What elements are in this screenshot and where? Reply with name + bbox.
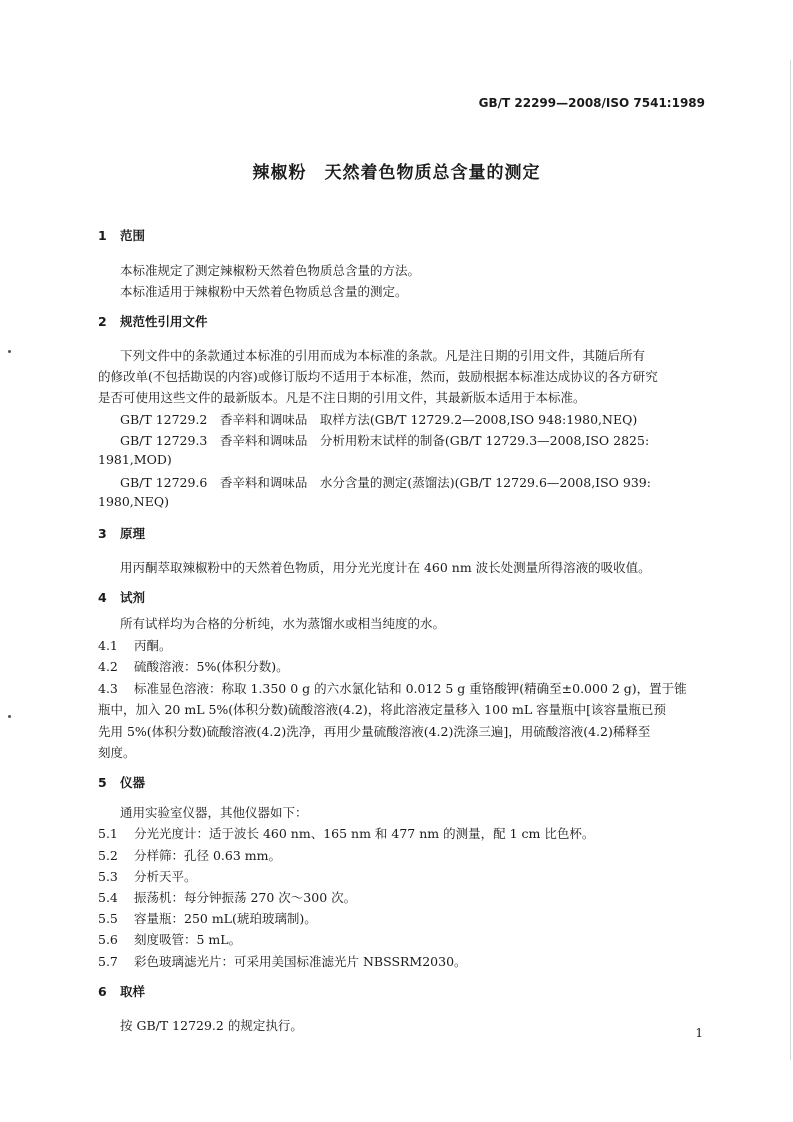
section-title: 仪器: [120, 775, 146, 790]
list-item: [98, 867, 197, 885]
reference-line: 1981,MOD): [98, 452, 172, 467]
paragraph: 按 GB/T 12729.2 的规定执行。: [120, 1018, 303, 1033]
list-item: [98, 952, 467, 970]
reference-line: GB/T 12729.6 香辛料和调味品 水分含量的测定(蒸馏法)(GB/T 12729.6—2008,ISO 939:: [120, 475, 651, 490]
page-title: 辣椒粉 天然着色物质总含量的测定: [252, 163, 541, 183]
item-number: 4.3: [98, 681, 118, 696]
section-number: 3: [98, 526, 107, 541]
list-item: [98, 636, 172, 654]
item-number: 5.2: [98, 848, 118, 863]
item-number: 5.4: [98, 890, 118, 905]
page-edge-shadow: [790, 60, 791, 1060]
section-number: 6: [98, 984, 107, 999]
item-number: 4.2: [98, 659, 118, 674]
item-text: 振荡机：每分钟振荡 270 次～300 次。: [134, 890, 357, 905]
scan-mark: [8, 350, 11, 353]
section-heading-scope: [98, 226, 145, 244]
paragraph: 本标准规定了测定辣椒粉天然着色物质总含量的方法。: [120, 263, 421, 278]
scan-mark: [8, 715, 11, 718]
paragraph-line: 瓶中，加入 20 mL 5%(体积分数)硫酸溶液(4.2)，将此溶液定量移入 100 mL 容量瓶中[该容量瓶已预: [98, 702, 667, 717]
section-title: 试剂: [120, 590, 146, 605]
paragraph: 通用实验室仪器，其他仪器如下：: [120, 805, 308, 820]
item-number: 5.5: [98, 911, 118, 926]
reference-line: 1980,NEQ): [98, 494, 169, 509]
item-text: 彩色玻璃滤光片：可采用美国标准滤光片 NBSSRM2030。: [134, 954, 467, 969]
item-number: 5.6: [98, 932, 118, 947]
item-text: 分样筛：孔径 0.63 mm。: [134, 848, 281, 863]
section-title: 范围: [120, 228, 146, 243]
list-item: [98, 679, 687, 697]
section-number: 4: [98, 590, 107, 605]
item-number: 4.1: [98, 638, 118, 653]
paragraph: 用丙酮萃取辣椒粉中的天然着色物质，用分光光度计在 460 nm 波长处测量所得溶液的吸收值。: [120, 560, 651, 575]
section-heading-apparatus: [98, 773, 145, 791]
section-heading-reagents: [98, 588, 145, 606]
paragraph: 所有试样均为合格的分析纯，水为蒸馏水或相当纯度的水。: [120, 616, 446, 631]
section-number: 1: [98, 228, 107, 243]
section-title: 取样: [120, 984, 146, 999]
section-heading-sampling: [98, 982, 145, 1000]
item-text: 标准显色溶液：称取 1.350 0 g 的六水氯化钴和 0.012 5 g 重铬酸钾(精确至±0.000 2 g)，置于锥: [134, 681, 687, 696]
reference-line: GB/T 12729.3 香辛料和调味品 分析用粉末试样的制备(GB/T 12729.3—2008,ISO 2825:: [120, 433, 650, 448]
section-heading-principle: [98, 524, 145, 542]
standard-number-header: GB/T 22299—2008/ISO 7541:1989: [478, 96, 705, 110]
section-title: 原理: [120, 526, 146, 541]
item-number: 5.7: [98, 954, 118, 969]
paragraph-line: 先用 5%(体积分数)硫酸溶液(4.2)洗净，再用少量硫酸溶液(4.2)洗涤三遍]，用硫酸溶液(4.2)稀释至: [98, 724, 651, 739]
list-item: [98, 930, 241, 948]
list-item: [98, 657, 289, 675]
section-number: 5: [98, 775, 107, 790]
item-number: 5.3: [98, 869, 118, 884]
item-text: 硫酸溶液：5%(体积分数)。: [134, 659, 289, 674]
item-text: 分光光度计：适于波长 460 nm、165 nm 和 477 nm 的测量，配 1 cm 比色杯。: [134, 826, 595, 841]
item-text: 分析天平。: [134, 869, 197, 884]
item-text: 刻度吸管：5 mL。: [134, 932, 242, 947]
section-number: 2: [98, 314, 107, 329]
paragraph-line: 刻度。: [98, 745, 136, 760]
item-text: 丙酮。: [134, 638, 172, 653]
paragraph-line: 下列文件中的条款通过本标准的引用而成为本标准的条款。凡是注日期的引用文件，其随后所有: [120, 348, 646, 363]
list-item: [98, 824, 594, 842]
list-item: [98, 846, 281, 864]
list-item: [98, 888, 356, 906]
page-number: 1: [695, 1026, 703, 1040]
item-number: 5.1: [98, 826, 118, 841]
section-title: 规范性引用文件: [120, 314, 208, 329]
reference-line: GB/T 12729.2 香辛料和调味品 取样方法(GB/T 12729.2—2008,ISO 948:1980,NEQ): [120, 412, 638, 427]
paragraph: 本标准适用于辣椒粉中天然着色物质总含量的测定。: [120, 284, 408, 299]
section-heading-references: [98, 312, 208, 330]
item-text: 容量瓶：250 mL(琥珀玻璃制)。: [134, 911, 317, 926]
list-item: [98, 909, 317, 927]
paragraph-line: 是否可使用这些文件的最新版本。凡是不注日期的引用文件，其最新版本适用于本标准。: [98, 390, 586, 405]
paragraph-line: 的修改单(不包括勘误的内容)或修订版均不适用于本标准，然而，鼓励根据本标准达成协议的各方研究: [98, 369, 658, 384]
